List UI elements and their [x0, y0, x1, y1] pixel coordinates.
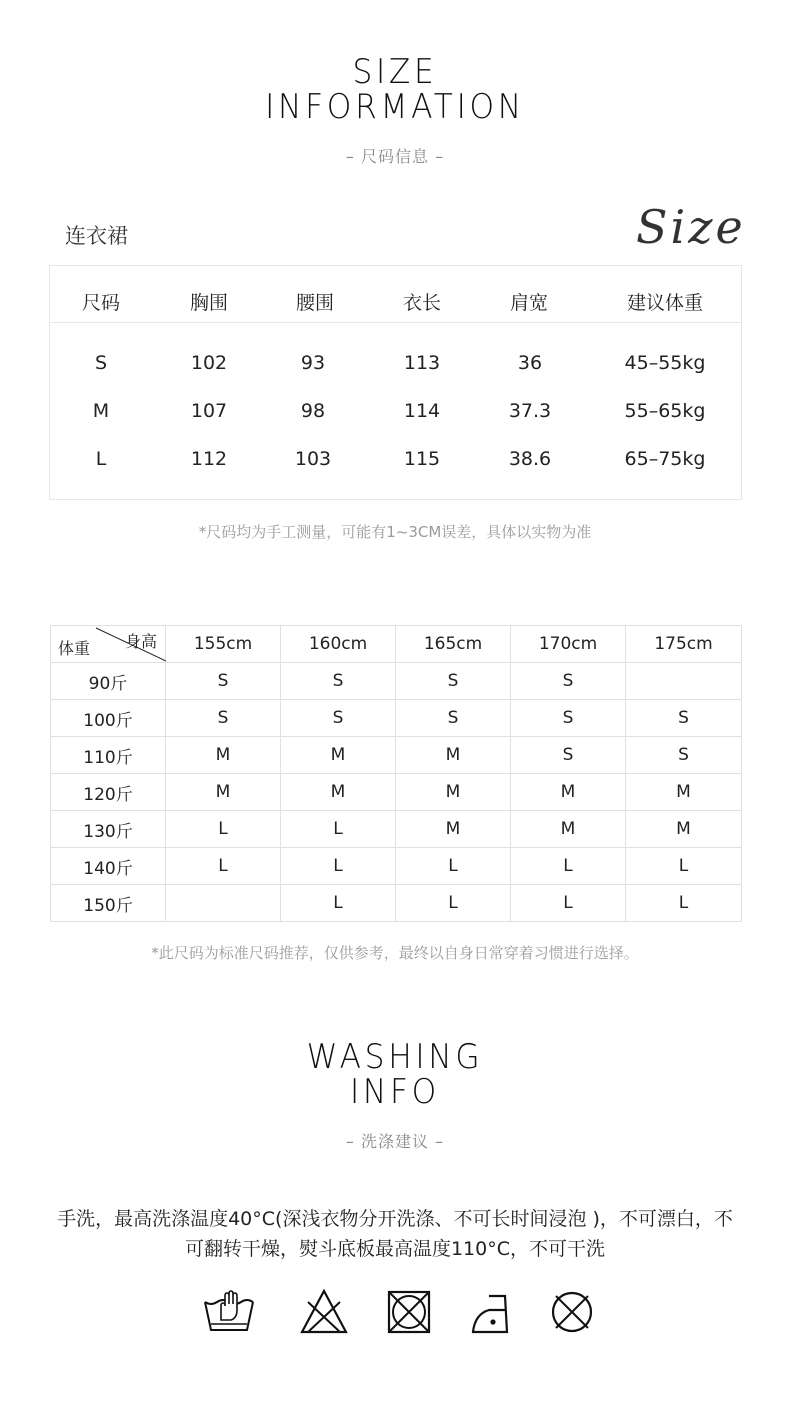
table-cell: 93 — [300, 352, 326, 374]
table-cell: S — [626, 737, 742, 774]
header-length: 衣长 — [402, 292, 441, 314]
header-bust: 胸围 — [189, 292, 228, 314]
fit-recommendation-table — [50, 625, 742, 922]
corner-height-label: 身高 — [124, 632, 157, 651]
table-cell: M — [396, 811, 511, 848]
size-subtitle: – 尺码信息 – — [345, 147, 445, 166]
header-weight: 建议体重 — [626, 292, 703, 314]
table-cell: 98 — [300, 400, 326, 422]
table-cell: 55–65kg — [624, 400, 706, 422]
table-cell: L — [511, 848, 626, 885]
table-cell: L — [396, 885, 511, 922]
size-title-line2: INFORMATION — [265, 87, 525, 127]
no-tumble-dry-icon — [384, 1288, 436, 1336]
table-cell: S — [511, 700, 626, 737]
table-cell: S — [626, 700, 742, 737]
table-cell: S — [511, 663, 626, 700]
table-cell: L — [511, 885, 626, 922]
table-cell: L — [281, 885, 396, 922]
weight-label: 110斤 — [51, 737, 166, 774]
table-cell: L — [166, 811, 281, 848]
fit-table-header-row — [51, 626, 742, 663]
table-cell: 115 — [403, 448, 441, 470]
header-size: 尺码 — [81, 292, 120, 314]
table-cell — [166, 885, 281, 922]
table-cell: 37.3 — [508, 400, 552, 422]
height-header: 160cm — [281, 626, 396, 663]
header-shoulder: 肩宽 — [509, 292, 548, 314]
table-cell: 102 — [190, 352, 228, 374]
table-cell: L — [95, 448, 107, 470]
table-cell: 113 — [403, 352, 441, 374]
table-cell: 103 — [294, 448, 332, 470]
table-cell: 107 — [190, 400, 228, 422]
table-cell: 38.6 — [508, 448, 552, 470]
table-cell: S — [166, 700, 281, 737]
table-cell: S — [281, 663, 396, 700]
table-cell: M — [166, 737, 281, 774]
table-row — [51, 885, 742, 922]
table-cell: 114 — [403, 400, 441, 422]
table-cell: L — [166, 848, 281, 885]
size-measurement-table — [49, 265, 742, 500]
washing-subtitle: – 洗涤建议 – — [345, 1132, 445, 1151]
product-name: 连衣裙 — [65, 224, 128, 248]
table-cell: M — [511, 774, 626, 811]
table-cell: 45–55kg — [624, 352, 706, 374]
height-header: 155cm — [166, 626, 281, 663]
table-cell — [626, 663, 742, 700]
fit-note: *此尺码为标准尺码推荐，仅供参考，最终以自身日常穿着习惯进行选择。 — [151, 944, 639, 962]
no-dry-clean-icon — [548, 1288, 600, 1336]
washing-instructions-line2: 可翻转干燥，熨斗底板最高温度110°C，不可干洗 — [184, 1238, 606, 1260]
table-cell: S — [396, 663, 511, 700]
washing-title-line1: WASHING — [306, 1037, 484, 1077]
iron-low-icon — [469, 1288, 521, 1336]
table-cell: M — [166, 774, 281, 811]
table-cell: 65–75kg — [624, 448, 706, 470]
table-cell: L — [281, 811, 396, 848]
size-script-label: Size — [636, 200, 746, 254]
table-row — [51, 700, 742, 737]
header-waist: 腰围 — [295, 292, 334, 314]
table-row — [51, 848, 742, 885]
table-cell: M — [626, 774, 742, 811]
no-bleach-icon — [298, 1288, 350, 1336]
table-cell: S — [94, 352, 108, 374]
table-cell: L — [396, 848, 511, 885]
table-cell: S — [396, 700, 511, 737]
table-cell: 112 — [190, 448, 228, 470]
table-cell: M — [281, 774, 396, 811]
table-cell: L — [281, 848, 396, 885]
weight-label: 100斤 — [51, 700, 166, 737]
table-cell: S — [281, 700, 396, 737]
washing-instructions-line1: 手洗，最高洗涤温度40°C(深浅衣物分开洗涤、不可长时间浸泡 )，不可漂白，不 — [57, 1208, 733, 1230]
table-cell: L — [626, 885, 742, 922]
table-cell: L — [626, 848, 742, 885]
table-cell: S — [166, 663, 281, 700]
table-cell: M — [396, 774, 511, 811]
hand-wash-icon — [203, 1288, 255, 1336]
washing-title-line2: INFO — [350, 1072, 440, 1112]
table-cell: 36 — [517, 352, 543, 374]
height-header: 175cm — [626, 626, 742, 663]
table-cell: M — [281, 737, 396, 774]
table-cell: M — [511, 811, 626, 848]
weight-label: 150斤 — [51, 885, 166, 922]
table-row — [51, 811, 742, 848]
table-cell: M — [396, 737, 511, 774]
weight-label: 130斤 — [51, 811, 166, 848]
weight-label: 140斤 — [51, 848, 166, 885]
table-row — [51, 663, 742, 700]
corner-cell — [51, 626, 166, 663]
measurement-note: *尺码均为手工测量，可能有1~3CM误差，具体以实物为准 — [198, 523, 592, 541]
weight-label: 120斤 — [51, 774, 166, 811]
table-cell: M — [626, 811, 742, 848]
table-cell: M — [92, 400, 110, 422]
corner-weight-label: 体重 — [58, 639, 91, 658]
height-header: 170cm — [511, 626, 626, 663]
height-header: 165cm — [396, 626, 511, 663]
size-table-header — [50, 266, 741, 323]
size-title-line1: SIZE — [352, 52, 438, 92]
table-row — [51, 774, 742, 811]
table-cell: S — [511, 737, 626, 774]
table-row — [51, 737, 742, 774]
weight-label: 90斤 — [51, 663, 166, 700]
